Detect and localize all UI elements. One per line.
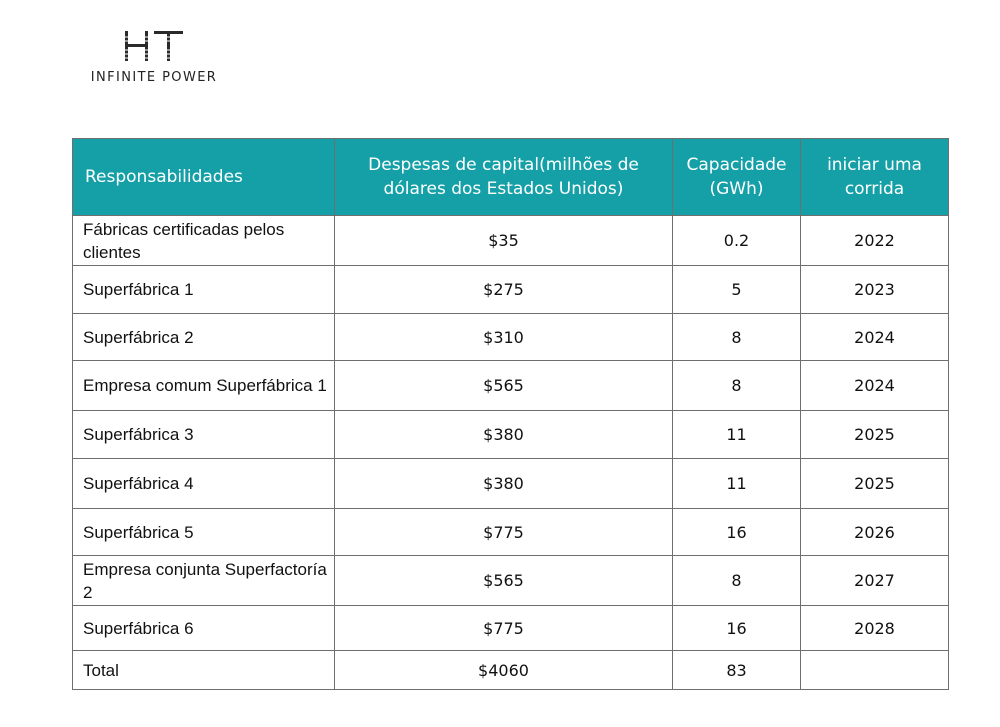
- cell-capex: $380: [335, 459, 673, 509]
- header-responsabilidades: Responsabilidades: [73, 139, 335, 216]
- table-row: [73, 509, 949, 556]
- cell-capacity: 0.2: [673, 216, 801, 266]
- cell-responsabilidade: Superfábrica 3: [73, 411, 335, 459]
- table-row: [73, 314, 949, 361]
- cell-start: 2025: [801, 459, 949, 509]
- cell-capacity: 16: [673, 509, 801, 556]
- cell-capex: $380: [335, 411, 673, 459]
- cell-start: 2024: [801, 361, 949, 411]
- logo-tagline: INFINITE POWER: [90, 70, 218, 85]
- cell-start: 2026: [801, 509, 949, 556]
- cell-start: 2023: [801, 266, 949, 314]
- cell-capacity: 11: [673, 411, 801, 459]
- cell-responsabilidade: Superfábrica 5: [73, 509, 335, 556]
- cell-capex: $275: [335, 266, 673, 314]
- cell-capacity: 8: [673, 361, 801, 411]
- cell-capacity: 83: [673, 651, 801, 690]
- cell-capex: $565: [335, 556, 673, 606]
- cell-start: 2028: [801, 606, 949, 651]
- cell-start: 2022: [801, 216, 949, 266]
- cell-capacity: 5: [673, 266, 801, 314]
- ht-logo-mark: [123, 30, 185, 62]
- cell-capex: $35: [335, 216, 673, 266]
- cell-responsabilidade: Superfábrica 1: [73, 266, 335, 314]
- cell-capex: $775: [335, 509, 673, 556]
- cell-capex: $565: [335, 361, 673, 411]
- cell-capex: $775: [335, 606, 673, 651]
- cell-capacity: 11: [673, 459, 801, 509]
- cell-start: [801, 651, 949, 690]
- cell-responsabilidade: Total: [73, 651, 335, 690]
- header-capex: Despesas de capital(milhões de dólares dos Estados Unidos): [335, 139, 673, 216]
- cell-responsabilidade: Empresa comum Superfábrica 1: [73, 361, 335, 411]
- table-row: [73, 411, 949, 459]
- cell-responsabilidade: Empresa conjunta Superfactoría 2: [73, 556, 335, 606]
- table-row: [73, 651, 949, 690]
- header-start: iniciar uma corrida: [801, 139, 949, 216]
- cell-responsabilidade: Fábricas certificadas pelos clientes: [73, 216, 335, 266]
- cell-capacity: 8: [673, 556, 801, 606]
- cell-start: 2025: [801, 411, 949, 459]
- cell-responsabilidade: Superfábrica 2: [73, 314, 335, 361]
- table-row: [73, 266, 949, 314]
- table-row: [73, 216, 949, 266]
- table-row: [73, 606, 949, 651]
- cell-start: 2024: [801, 314, 949, 361]
- cell-capacity: 16: [673, 606, 801, 651]
- capacity-table: [72, 138, 949, 690]
- company-logo: [72, 30, 236, 85]
- table-header-row: [73, 139, 949, 216]
- cell-responsabilidade: Superfábrica 6: [73, 606, 335, 651]
- header-capacity: Capacidade (GWh): [673, 139, 801, 216]
- cell-responsabilidade: Superfábrica 4: [73, 459, 335, 509]
- table-row: [73, 459, 949, 509]
- cell-capex: $310: [335, 314, 673, 361]
- cell-start: 2027: [801, 556, 949, 606]
- table-row: [73, 361, 949, 411]
- cell-capex: $4060: [335, 651, 673, 690]
- table-row: [73, 556, 949, 606]
- cell-capacity: 8: [673, 314, 801, 361]
